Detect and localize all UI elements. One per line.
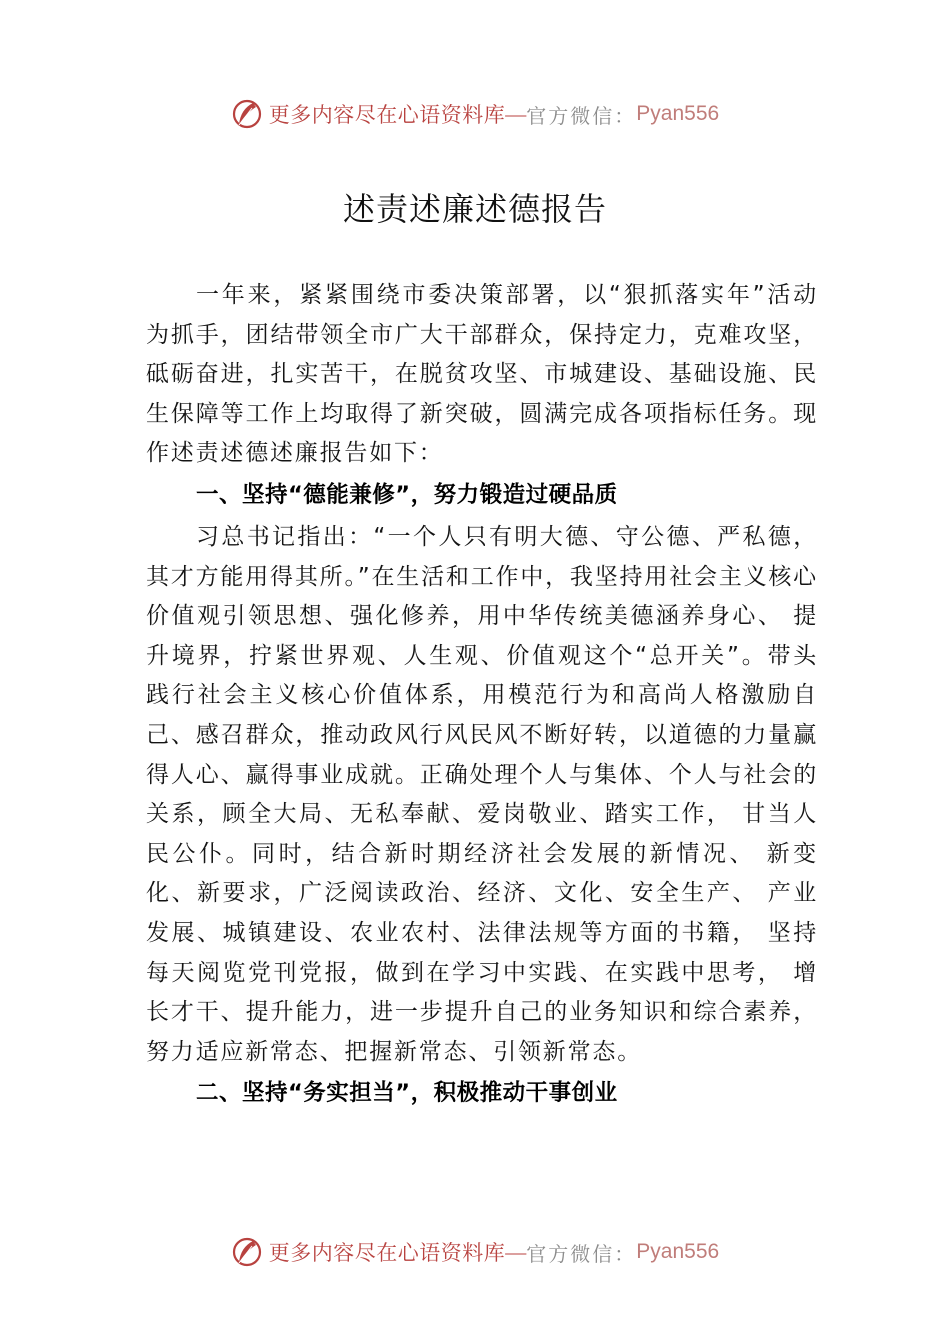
- section-heading-1: 一、坚持“德能兼修”，努力锻造过硬品质: [196, 481, 618, 508]
- section-1-paragraph: 习总书记指出：“一个人只有明大德、守公德、严私德，其才方能用得其所。”在生活和工作中，我坚持用社会主义核心价值观引领思想、强化修养，用中华传统美德涵养身心、 提升境界，拧紧世界观、人生观、价值观这个“总开关”。带头践行社会主义核心价值体系，用模范行为和高尚人格激励自己、感召群众，推动政风行风民风不断好转，以道德的力量赢得人心、赢得事业成就。正确处理个人与集体、个人与社会的关系，顾全大局、无私奉献、爱岗敬业、踏实工作， 甘当人民公仆。同时，结合新时期经济社会发展的新情况、 新变化、新要求，广泛阅读政治、经济、文化、安全生产、 产业发展、城镇建设、农业农村、法律法规等方面的书籍， 坚持每天阅览党刊党报，做到在学习中实践、在实践中思考， 增长才干、提升能力，进一步提升自己的业务知识和综合素养，努力适应新常态、把握新常态、引领新常态。: [146, 523, 818, 1065]
- document-title: 述责述廉述德报告: [342, 190, 607, 228]
- header-watermark: [0, 92, 950, 136]
- document-body: [146, 276, 818, 1114]
- watermark-site-text: 更多内容尽在心语资料库: [268, 1241, 506, 1265]
- watermark-label: 官方微信：: [526, 1241, 637, 1266]
- watermark-separator: —: [505, 101, 527, 126]
- watermark-site-text: 更多内容尽在心语资料库: [268, 103, 506, 127]
- section-heading-2: 二、坚持“务实担当”，积极推动干事创业: [196, 1080, 618, 1107]
- feather-seal-icon: [231, 98, 263, 130]
- watermark-account: Pyan556: [636, 1240, 720, 1263]
- watermark-separator: —: [505, 1239, 527, 1264]
- footer-watermark: [0, 1230, 950, 1274]
- feather-seal-icon: [231, 1236, 263, 1268]
- watermark-account: Pyan556: [636, 102, 720, 125]
- watermark-label: 官方微信：: [526, 103, 637, 128]
- intro-paragraph: 一年来，紧紧围绕市委决策部署，以“狠抓落实年”活动为抓手，团结带领全市广大干部群众，保持定力，克难攻坚，砥砺奋进，扎实苦干，在脱贫攻坚、市城建设、基础设施、民生保障等工作上均取得了新突破，圆满完成各项指标任务。现作述责述德述廉报告如下：: [146, 282, 818, 467]
